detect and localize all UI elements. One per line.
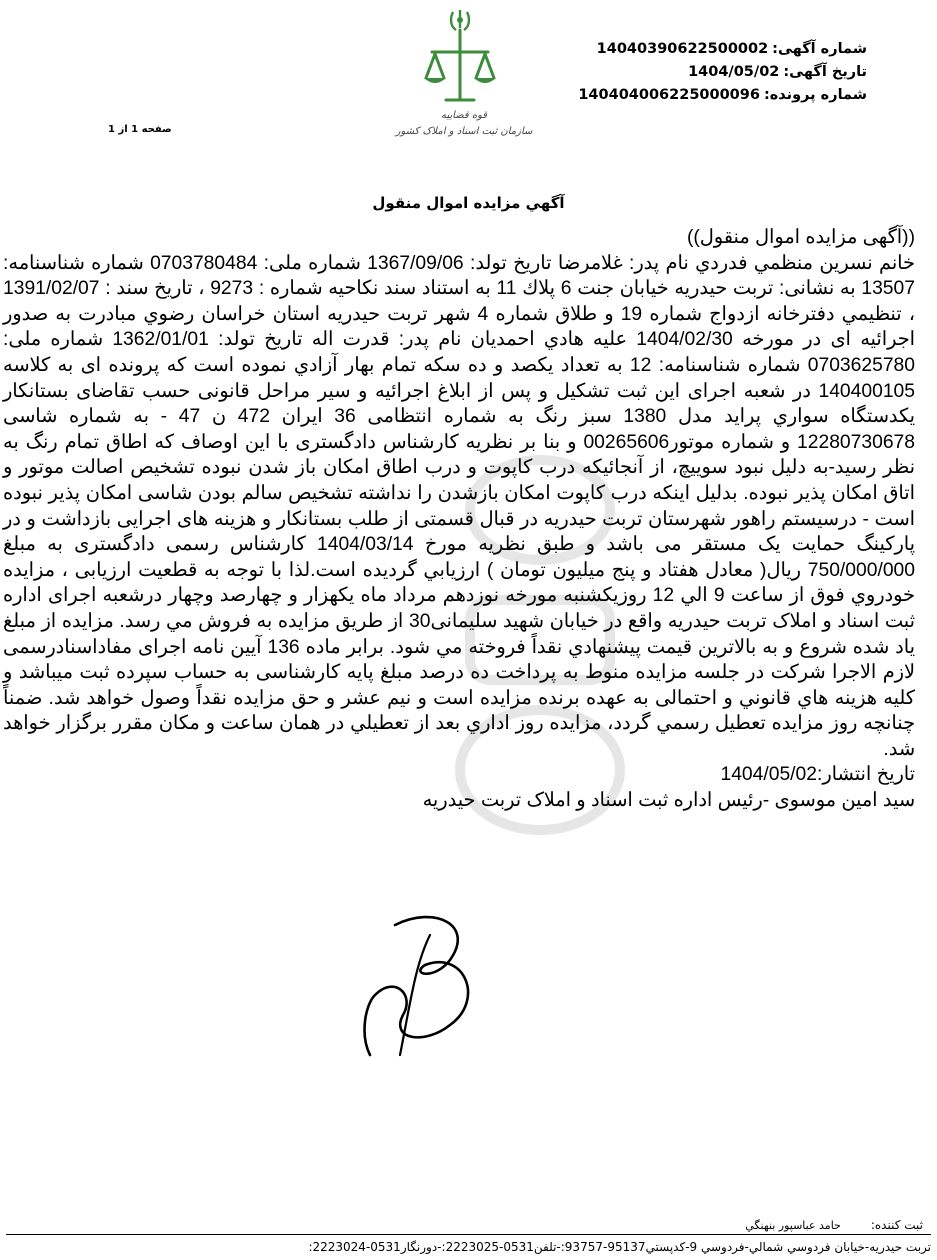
handwritten-signature [355, 905, 505, 1065]
notice-heading: ((آگهی مزایده اموال منقول)) [686, 227, 915, 248]
ad-date-row [578, 61, 867, 84]
notice-paragraph: خانم نسرين منظمي فدردي نام پدر: غلامرضا تاریخ تولد: 1367/09/06 شماره ملی: 0703780484 شماره شناسنامه: 13507 به نشانی: تربت حيدريه خيابان جنت 6 پلاك 11 به استناد سند نكاحيه شماره : 9273 ، تاريخ سند : 1391/02/07 ، تنظیمي دفترخانه ازدواج شماره 19 و طلاق شماره 4 شهر تربت حيدريه استان خراسان رضوي مبادرت به صدور اجرائیه ای در مورخه 1404/02/30 علیه هادي احمديان نام پدر: قدرت اله تاریخ تولد: 1362/01/01 شماره ملی: 0703625780 شماره شناسنامه: 12 به تعداد يکصد و ده سكه تمام بهار آزادي نموده است که پرونده ای به کلاسه 140400105 در شعبه اجرای این ثبت تشکیل و پس از ابلاغ اجرائیه و سیر مراحل قانونی حسب تقاضای بستانکار يكدستگاه سواري پرايد مدل 1380 سبز رنگ به شماره انتظامی 36 ايران 472 ن 47 - به شماره شاسی 12280730678 و شماره موتور00265606 و بنا بر نظریه کارشناس دادگستری با این اوصاف که اطاق تمام رنگ به نظر رسيد-به دليل نبود سوييچ، از آنجائيكه درب كاپوت و درب اطاق امکان باز شدن نبوده تشخيص اصالت موتور و اتاق امكان پذير نبوده. بدليل اينكه درب كاپوت امكان بازشدن را نداشته تشخيص سالم بودن شاسى امكان پذير نبوده است - درسيستم راهور شهرستان تربت حيدريه در قبال قسمتی از طلب بستانکار و هزينه های اجرايی بازداشت و در پاركينگ حمايت يک مستقر می باشد و طبق نظريه مورخ 1404/03/14 كارشناس رسمی دادگستری به مبلغ 750/000/000 ريال( معادل هفتاد و پنج ميليون تومان ) ارزيابي گرديده است.لذا با توجه به قطعيت ارزيابی ، مزايده خودروي فوق از ساعت 9 الي 12 روزیکشنبه مورخه نوزدهم مرداد ماه يكهزار و چهارصد وچهار درشعبه اجرای اداره ثبت اسناد و املاک تربت حیدریه واقع در خیابان شهید سلیمانی30 از طريق مزايده به فروش مي رسد. مزایده از مبلغ ياد شده شروع و به بالاترين قيمت پيشنهادي نقداً فروخته مي شود. برابر ماده 136 آیین نامه اجرای مفاداسنادرسمی لازم الاجرا شرکت در جلسه مزایده منوط به پرداخت ده درصد مبلغ پایه کارشناسی به حساب سپرده ثبت میباشد و کلیه هزینه هاي قانوني و احتمالی به عهده برنده مزايده است و نيم عشر و حق مزايده نقداً وصول خواهد شد. ضمناً چنانچه روز مزايده تعطيل رسمي گردد، مزايده روز اداري بعد از تعطيلي در همان ساعت و مكان مقرر برگزار خواهد شد. [3, 252, 916, 760]
case-number: 140404006225000096 [578, 87, 760, 103]
ad-number-label: شماره آگهی: [772, 41, 867, 57]
notice-body [3, 225, 915, 814]
registrar-name: حامد عباسپور بنهنگي [745, 1219, 841, 1232]
judiciary-emblem [380, 8, 550, 163]
ad-number: 14040390622500002 [596, 41, 769, 57]
organization-label: سازمان ثبت اسناد و املاک کشور [395, 126, 533, 137]
case-number-label: شماره پرونده: [763, 87, 867, 103]
ad-date: 1404/05/02 [688, 64, 780, 80]
publish-date: تاريخ انتشار:1404/05/02 [720, 764, 915, 786]
ad-date-label: تاریخ آگهی: [783, 64, 867, 80]
registrar-label: ثبت کننده: [870, 1218, 923, 1232]
footer-address: تربت حيدريه-خيابان فردوسي شمالي-فردوسي 9-كدپستي95137-93757:-تلفن0531-2223025:-دورنگار0531-2223024: [308, 1240, 931, 1254]
scales-of-justice-icon [380, 8, 550, 108]
page-number: صفحه 1 از 1 [108, 124, 172, 135]
document-title: آگهي مزايده اموال منقول [372, 194, 565, 212]
judiciary-label: قوه قضاییه [440, 110, 488, 121]
registrar-line [745, 1218, 923, 1232]
ad-number-row [578, 38, 867, 61]
signatory: سید امین موسوی -رئیس اداره ثبت اسناد و املاک تربت حیدریه [422, 790, 915, 812]
footer-divider [6, 1234, 931, 1235]
notice-metadata [578, 38, 867, 107]
case-number-row [578, 84, 867, 107]
